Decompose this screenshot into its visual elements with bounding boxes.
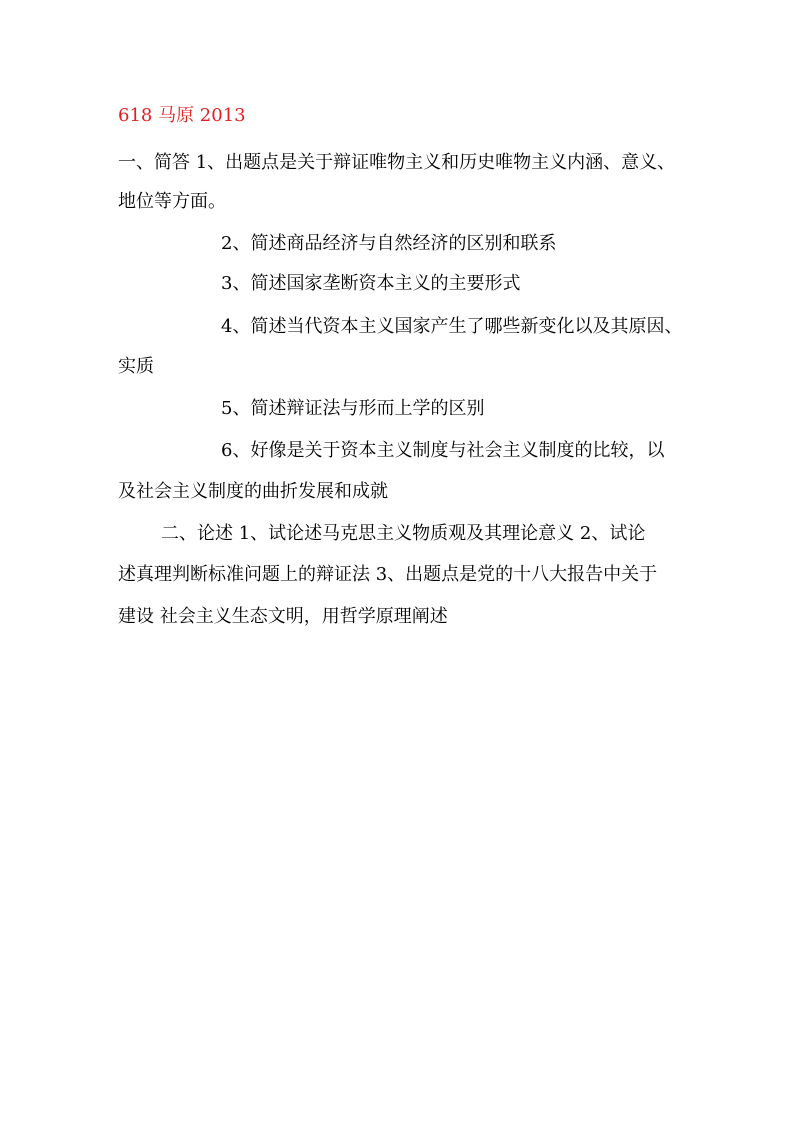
- text-line-10: 二、论述 1、试论述马克思主义物质观及其理论意义 2、试论: [161, 523, 646, 544]
- text-line-1: 一、简答 1、出题点是关于辩证唯物主义和历史唯物主义内涵、意义、: [118, 152, 676, 173]
- text-line-7: 5、简述辩证法与形而上学的区别: [221, 398, 485, 419]
- document-title: 618 马原 2013: [118, 105, 246, 126]
- text-line-6: 实质: [118, 356, 154, 377]
- text-line-12: 建设 社会主义生态文明，用哲学原理阐述: [118, 606, 448, 627]
- text-line-11: 述真理判断标准问题上的辩证法 3、出题点是党的十八大报告中关于: [118, 564, 658, 585]
- text-line-5: 4、简述当代资本主义国家产生了哪些新变化以及其原因、: [221, 316, 683, 337]
- text-line-8: 6、好像是关于资本主义制度与社会主义制度的比较，以: [221, 440, 665, 461]
- text-line-9: 及社会主义制度的曲折发展和成就: [118, 481, 388, 502]
- text-line-2: 地位等方面。: [118, 191, 226, 212]
- text-line-3: 2、简述商品经济与自然经济的区别和联系: [221, 233, 557, 254]
- text-line-4: 3、简述国家垄断资本主义的主要形式: [221, 273, 521, 294]
